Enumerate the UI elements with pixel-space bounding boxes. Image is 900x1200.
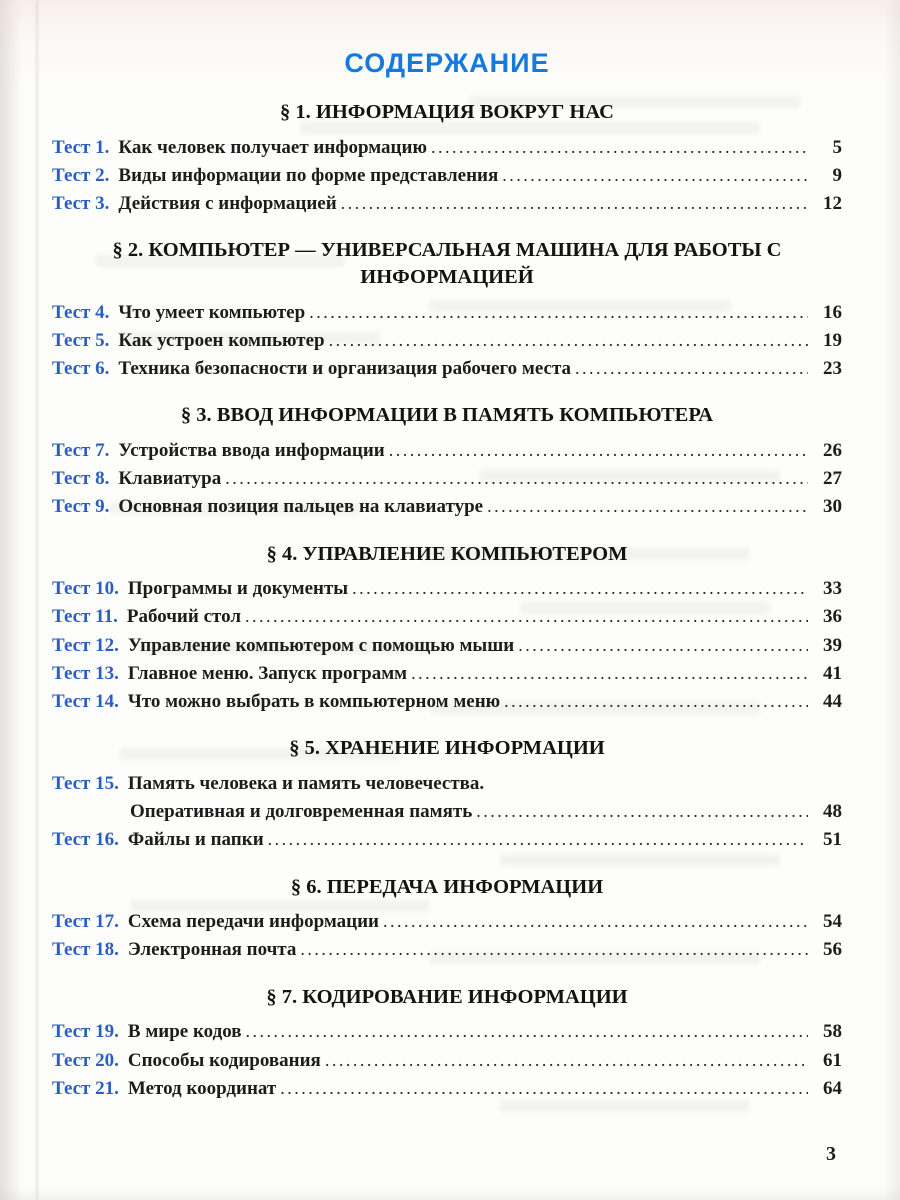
test-label: Тест 7. — [52, 439, 110, 461]
test-label: Тест 5. — [52, 329, 110, 351]
dot-leader — [309, 300, 808, 326]
test-label: Тест 15. — [52, 772, 119, 794]
page-gutter-shadow — [36, 0, 38, 1200]
page-ref: 26 — [823, 439, 842, 461]
page-ref: 56 — [823, 939, 842, 961]
toc-entry — [52, 1048, 842, 1074]
dot-leader — [225, 466, 808, 492]
page-ref: 19 — [823, 329, 842, 351]
entry-title: Оперативная и долговременная память — [130, 801, 473, 823]
test-label: Тест 4. — [52, 301, 110, 323]
toc-entry — [52, 661, 842, 687]
section-heading: § 1. ИНФОРМАЦИЯ ВОКРУГ НАС — [280, 101, 614, 123]
toc-entry — [52, 576, 842, 602]
section-heading: § 6. ПЕРЕДАЧА ИНФОРМАЦИИ — [290, 875, 604, 898]
entry-title: Управление компьютером с помощью мыши — [127, 634, 515, 656]
page-ref: 5 — [832, 136, 842, 158]
toc — [52, 99, 842, 1102]
toc-entry — [52, 438, 842, 464]
dot-leader — [300, 937, 808, 963]
folio-page-number: 3 — [826, 1143, 836, 1165]
section-heading: § 2. КОМПЬЮТЕР — УНИВЕРСАЛЬНАЯ МАШИНА ДЛЯ РАБОТЫ С ИНФОРМАЦИЕЙ — [112, 239, 782, 288]
section-heading: § 7. КОДИРОВАНИЕ ИНФОРМАЦИИ — [266, 985, 628, 1008]
entry-title: Техника безопасности и организация рабочего места — [118, 358, 572, 380]
test-label: Тест 12. — [52, 634, 119, 656]
dot-leader — [502, 163, 808, 189]
toc-entry — [52, 300, 842, 326]
entry-title: Устройства ввода информации — [118, 439, 385, 461]
page-ref: 61 — [823, 1049, 842, 1071]
entry-title: Клавиатура — [118, 468, 222, 490]
toc-entry — [52, 937, 842, 963]
entry-title: Метод координат — [127, 1077, 277, 1099]
page-ref: 16 — [823, 301, 842, 323]
toc-entry — [52, 689, 842, 715]
toc-entry — [52, 328, 842, 354]
toc-entry — [52, 909, 842, 935]
page-ref: 64 — [823, 1077, 842, 1099]
test-label: Тест 10. — [52, 578, 119, 600]
table-of-contents — [52, 48, 842, 1104]
page-title: СОДЕРЖАНИЕ — [344, 48, 550, 78]
toc-entry — [52, 771, 842, 797]
page-ref: 54 — [823, 911, 842, 933]
test-label: Тест 14. — [52, 691, 119, 713]
test-label: Тест 2. — [52, 164, 110, 186]
page-ref: 51 — [823, 829, 842, 851]
test-label: Тест 20. — [52, 1049, 119, 1071]
toc-entry-continuation — [52, 799, 842, 825]
entry-title: Что можно выбрать в компьютерном меню — [127, 691, 501, 713]
toc-entry — [52, 356, 842, 382]
test-label: Тест 1. — [52, 136, 110, 158]
entry-title: Рабочий стол — [126, 606, 241, 628]
entry-title: Как человек получает информацию — [118, 136, 427, 158]
entry-title: Электронная почта — [127, 939, 297, 961]
page-ref: 36 — [823, 606, 842, 628]
test-label: Тест 17. — [52, 911, 119, 933]
dot-leader — [487, 494, 808, 520]
entry-title: Схема передачи информации — [127, 911, 380, 933]
dot-leader — [575, 356, 808, 382]
page-ref: 9 — [832, 164, 842, 186]
toc-entry — [52, 827, 842, 853]
dot-leader — [341, 191, 808, 217]
entry-title: Что умеет компьютер — [118, 301, 306, 323]
toc-entry — [52, 191, 842, 217]
entry-title: Действия с информацией — [118, 193, 337, 215]
test-label: Тест 21. — [52, 1077, 119, 1099]
page-ref: 41 — [823, 662, 842, 684]
dot-leader — [476, 799, 808, 825]
toc-entry — [52, 135, 842, 161]
toc-entry — [52, 1076, 842, 1102]
dot-leader — [352, 576, 808, 602]
dot-leader — [383, 909, 808, 935]
dot-leader — [246, 1019, 808, 1045]
entry-title: Виды информации по форме представления — [118, 164, 499, 186]
dot-leader — [431, 135, 808, 161]
toc-entry — [52, 604, 842, 630]
dot-leader — [518, 633, 808, 659]
page-ref: 33 — [823, 578, 842, 600]
dot-leader — [504, 689, 808, 715]
dot-leader — [329, 328, 808, 354]
test-label: Тест 19. — [52, 1021, 119, 1043]
entry-title: Программы и документы — [127, 578, 349, 600]
toc-entry — [52, 494, 842, 520]
entry-title: Как устроен компьютер — [118, 329, 325, 351]
dot-leader — [325, 1048, 808, 1074]
entry-title: В мире кодов — [127, 1021, 242, 1043]
page-ref: 30 — [823, 496, 842, 518]
page-ref: 44 — [823, 691, 842, 713]
page-ref: 23 — [823, 358, 842, 380]
dot-leader — [245, 604, 808, 630]
dot-leader — [268, 827, 808, 853]
toc-entry — [52, 163, 842, 189]
page-ref: 12 — [823, 193, 842, 215]
page-ref: 39 — [823, 634, 842, 656]
entry-title: Способы кодирования — [127, 1049, 321, 1071]
section-heading: § 5. ХРАНЕНИЕ ИНФОРМАЦИИ — [289, 737, 605, 760]
test-label: Тест 3. — [52, 193, 110, 215]
test-label: Тест 8. — [52, 468, 110, 490]
dot-leader — [411, 661, 808, 687]
test-label: Тест 16. — [52, 829, 119, 851]
toc-entry — [52, 633, 842, 659]
page-ref: 58 — [823, 1021, 842, 1043]
entry-title: Память человека и память человечества. — [127, 772, 485, 794]
test-label: Тест 11. — [52, 606, 118, 628]
dot-leader — [389, 438, 808, 464]
page-ref: 27 — [823, 468, 842, 490]
dot-leader — [280, 1076, 808, 1102]
section-heading: § 4. УПРАВЛЕНИЕ КОМПЬЮТЕРОМ — [266, 542, 628, 565]
toc-entry — [52, 1019, 842, 1045]
test-label: Тест 6. — [52, 358, 110, 380]
test-label: Тест 18. — [52, 939, 119, 961]
toc-entry — [52, 466, 842, 492]
entry-title: Основная позиция пальцев на клавиатуре — [118, 496, 484, 518]
entry-title: Главное меню. Запуск программ — [127, 662, 408, 684]
section-heading: § 3. ВВОД ИНФОРМАЦИИ В ПАМЯТЬ КОМПЬЮТЕРА — [180, 404, 714, 427]
entry-title: Файлы и папки — [127, 829, 264, 851]
test-label: Тест 13. — [52, 662, 119, 684]
page-ref: 48 — [823, 801, 842, 823]
test-label: Тест 9. — [52, 496, 110, 518]
